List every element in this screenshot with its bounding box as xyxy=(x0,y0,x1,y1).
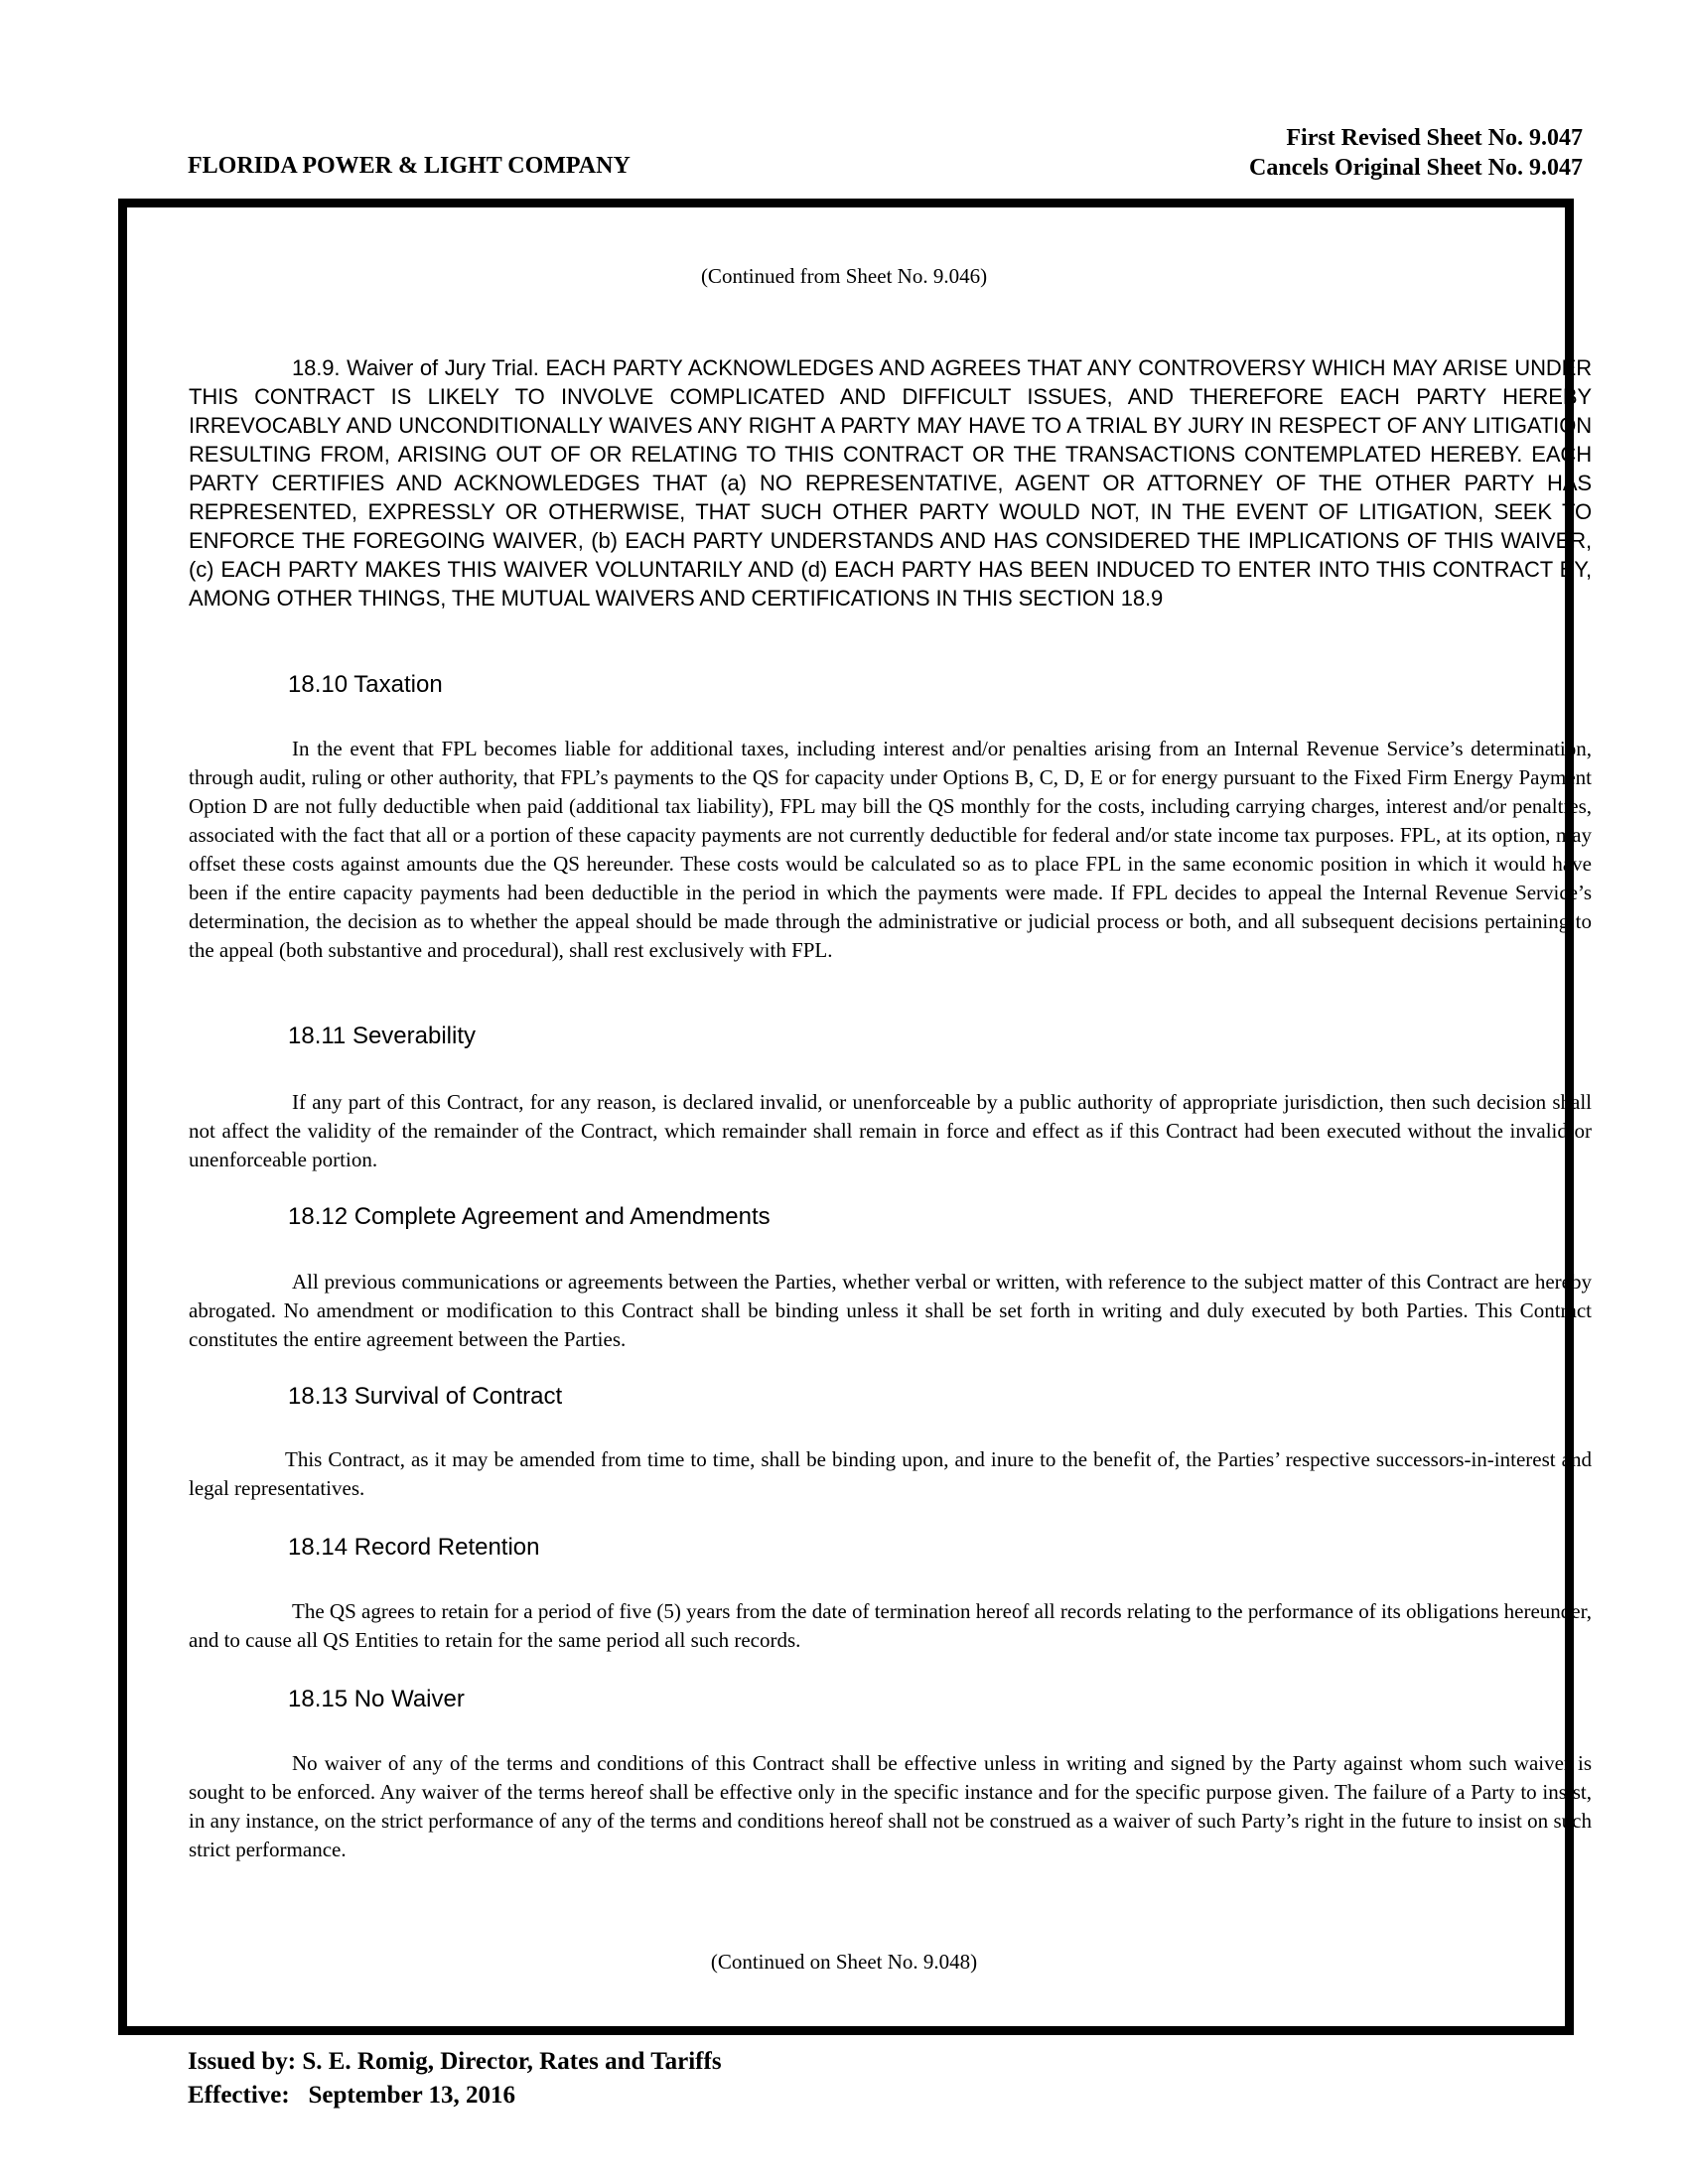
section-18-13-title: 18.13 Survival of Contract xyxy=(288,1383,563,1410)
sheet-info xyxy=(1249,123,1583,183)
section-18-11-title: 18.11 Severability xyxy=(288,1023,476,1049)
issued-by: Issued by: S. E. Romig, Director, Rates and Tariffs xyxy=(188,2048,722,2075)
footer xyxy=(188,2045,722,2113)
section-18-10-body xyxy=(189,735,1592,965)
section-18-14-text: The QS agrees to retain for a period of five (5) years from the date of termination hereof all records relating to the performance of its obligations hereunder, and to cause all QS Entities to retain for the same period all such records. xyxy=(189,1599,1592,1652)
section-18-9 xyxy=(189,353,1592,613)
section-18-13-text: This Contract, as it may be amended from time to time, shall be binding upon, and inure to the benefit of, the Parties’ respective successors-in-interest and legal representatives. xyxy=(189,1447,1592,1500)
section-18-14-title: 18.14 Record Retention xyxy=(288,1534,540,1561)
sheet-number: First Revised Sheet No. 9.047 xyxy=(1286,125,1583,151)
section-18-11-text: If any part of this Contract, for any reason, is declared invalid, or unenforceable by a public authority of appropriate jurisdiction, then such decision shall not affect the validity of the remainder of the Contract, which remainder shall remain in force and effect as if this Contract had been executed without the invalid or unenforceable portion. xyxy=(189,1090,1592,1171)
company-name: FLORIDA POWER & LIGHT COMPANY xyxy=(188,153,631,179)
effective-date: Effective: September 13, 2016 xyxy=(188,2082,516,2109)
section-18-15-title: 18.15 No Waiver xyxy=(288,1686,465,1712)
section-18-12-text: All previous communications or agreements between the Parties, whether verbal or written, with reference to the subject matter of this Contract are hereby abrogated. No amendment or modification to this Contract shall be binding unless it shall be set forth in writing and duly executed by both Parties. This Contract constitutes the entire agreement between the Parties. xyxy=(189,1270,1592,1351)
section-18-11-body xyxy=(189,1088,1592,1174)
section-18-15-body xyxy=(189,1749,1592,1864)
section-18-14-body xyxy=(189,1597,1592,1655)
section-18-10-text: In the event that FPL becomes liable for additional taxes, including interest and/or penalties arising from an Internal Revenue Service’s determination, through audit, ruling or other authority, that FPL’s payments to the QS for capacity under Options B, C, D, E or for energy pursuant to the Fixed Firm Energy Payment Option D are not fully deductible when paid (additional tax liability), FPL may bill the QS monthly for the costs, including carrying charges, interest and/or penalties, associated with the fact that all or a portion of these capacity payments are not currently deductible for federal and/or state income tax purposes. FPL, at its option, may offset these costs against amounts due the QS hereunder. These costs would be calculated so as to place FPL in the same economic position in which it would have been if the entire capacity payments had been deductible in the period in which the payments were made. If FPL decides to appeal the Internal Revenue Service’s determination, the decision as to whether the appeal should be made through the administrative or judicial process or both, and all subsequent decisions pertaining to the appeal (both substantive and procedural), shall rest exclusively with FPL. xyxy=(189,737,1592,962)
continued-from: (Continued from Sheet No. 9.046) xyxy=(700,264,988,288)
section-18-15-text: No waiver of any of the terms and conditions of this Contract shall be effective unless in writing and signed by the Party against whom such waiver is sought to be enforced. Any waiver of the terms hereof shall be effective only in the specific instance and for the specific purpose given. The failure of a Party to insist, in any instance, on the strict performance of any of the terms and conditions hereof shall not be construed as a waiver of such Party’s right in the future to insist on such strict performance. xyxy=(189,1751,1592,1861)
section-18-12-body xyxy=(189,1268,1592,1354)
continued-on: (Continued on Sheet No. 9.048) xyxy=(710,1950,978,1974)
section-18-10-title: 18.10 Taxation xyxy=(288,671,443,698)
section-18-9-text: 18.9. Waiver of Jury Trial. EACH PARTY ACKNOWLEDGES AND AGREES THAT ANY CONTROVERSY WHICH MAY ARISE UNDER THIS CONTRACT IS LIKELY TO INVOLVE COMPLICATED AND DIFFICULT ISSUES, AND THEREFORE EACH PARTY HEREBY IRREVOCABLY AND UNCONDITIONALLY WAIVES ANY RIGHT A PARTY MAY HAVE TO A TRIAL BY JURY IN RESPECT OF ANY LITIGATION RESULTING FROM, ARISING OUT OF OR RELATING TO THIS CONTRACT OR THE TRANSACTIONS CONTEMPLATED HEREBY. EACH PARTY CERTIFIES AND ACKNOWLEDGES THAT (a) NO REPRESENTATIVE, AGENT OR ATTORNEY OF THE OTHER PARTY HAS REPRESENTED, EXPRESSLY OR OTHERWISE, THAT SUCH OTHER PARTY WOULD NOT, IN THE EVENT OF LITIGATION, SEEK TO ENFORCE THE FOREGOING WAIVER, (b) EACH PARTY UNDERSTANDS AND HAS CONSIDERED THE IMPLICATIONS OF THIS WAIVER, (c) EACH PARTY MAKES THIS WAIVER VOLUNTARILY AND (d) EACH PARTY HAS BEEN INDUCED TO ENTER INTO THIS CONTRACT BY, AMONG OTHER THINGS, THE MUTUAL WAIVERS AND CERTIFICATIONS IN THIS SECTION 18.9 xyxy=(189,355,1592,611)
section-18-12-title: 18.12 Complete Agreement and Amendments xyxy=(288,1203,771,1230)
cancels-sheet: Cancels Original Sheet No. 9.047 xyxy=(1249,155,1583,181)
section-18-13-body xyxy=(189,1445,1592,1503)
